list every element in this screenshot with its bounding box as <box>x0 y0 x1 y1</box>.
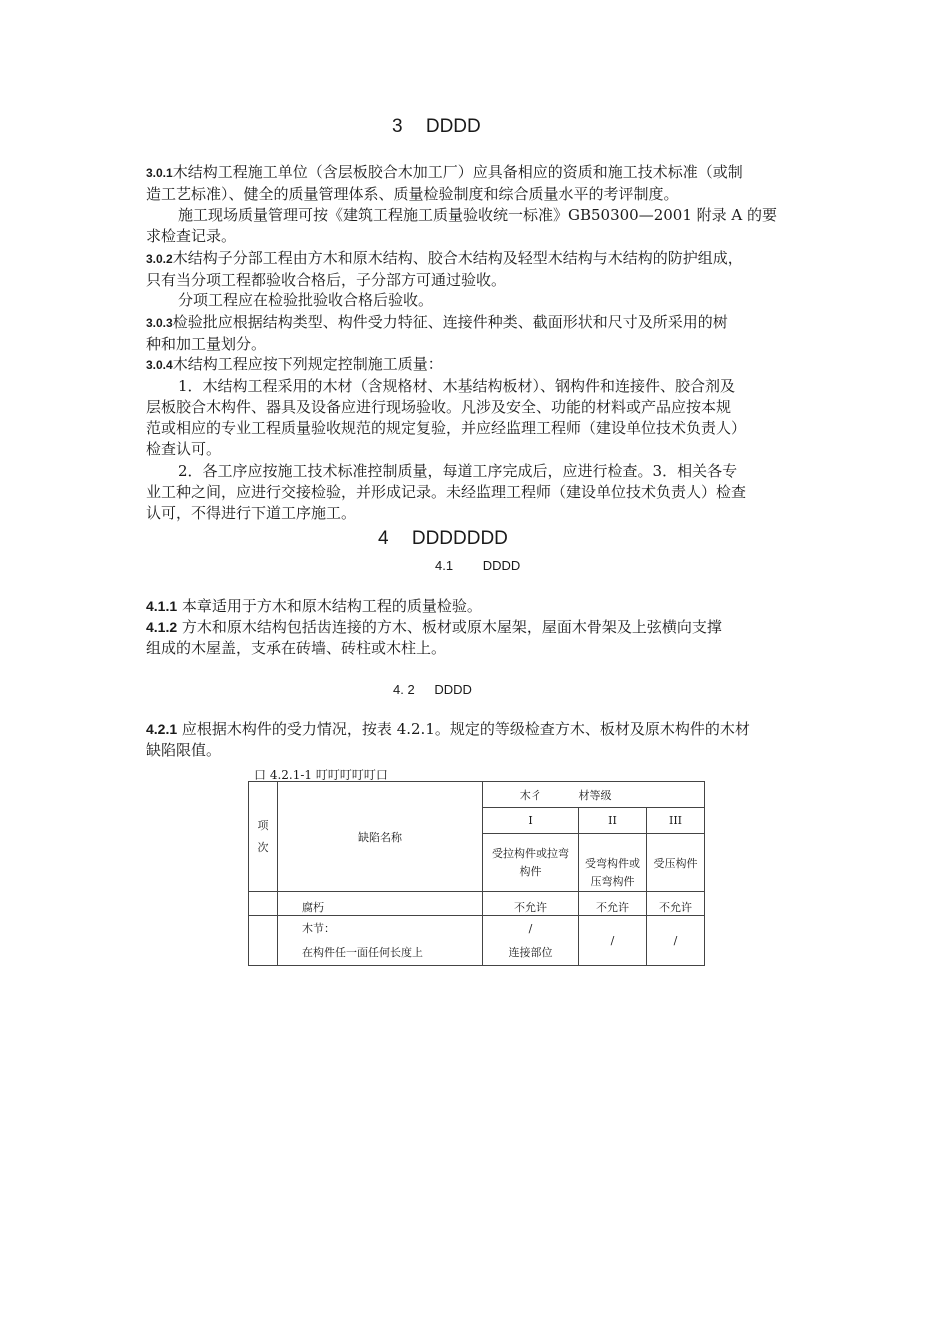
defect-name-line: 在构件任一面任何长度上 <box>302 945 423 959</box>
paragraph-line: 分项工程应在检验批验收合格后验收。 <box>178 291 434 309</box>
clause-4-2-1 <box>146 719 750 761</box>
section-4-1-heading <box>435 558 520 573</box>
value-line: / <box>528 921 533 935</box>
paragraph-3-0-1-b <box>146 205 777 247</box>
clause-line: 方木和原木结构包括齿连接的方木、板材或原木屋架，屋面木骨架及上弦横向支撑 <box>181 618 722 636</box>
value-line: 连接部位 <box>508 945 553 959</box>
row-value-3: / <box>647 916 705 966</box>
row-defect-name <box>278 916 483 966</box>
defect-limits-table <box>248 781 705 966</box>
header-index: 项 次 <box>249 782 278 892</box>
row-value-3: 不允许 <box>647 892 705 916</box>
clause-number: 4.1.1 <box>146 598 178 614</box>
clause-line: 检验批应根据结构类型、构件受力特征、连接件种类、截面形状和尺寸及所采用的树 <box>172 313 728 331</box>
clause-number: 4.1.2 <box>146 619 178 635</box>
row-value-2: 不允许 <box>579 892 647 916</box>
item-line: 检查认可。 <box>146 440 222 458</box>
type-3: 受压构件 <box>647 834 705 892</box>
clause-line: 只有当分项工程都验收合格后，子分部方可通过验收。 <box>146 271 507 289</box>
section-number: 4. 2 <box>393 682 415 697</box>
clause-line: 木结构工程施工单位（含层板胶合木加工厂）应具备相应的资质和施工技术标准（或制 <box>172 163 743 181</box>
clause-number: 3.0.1 <box>146 166 173 180</box>
header-defect-name: 缺陷名称 <box>278 782 483 892</box>
chapter-4-heading <box>378 528 508 550</box>
type-2: 受弯构件或压弯构件 <box>579 834 647 892</box>
row-value-2: / <box>579 916 647 966</box>
list-item-2 <box>146 461 746 524</box>
clause-3-0-2 <box>146 248 743 291</box>
list-item-1 <box>146 376 746 460</box>
paragraph-line: 求检查记录。 <box>146 227 237 245</box>
clause-3-0-3 <box>146 312 728 355</box>
clause-4-1-2 <box>146 617 722 659</box>
clause-line: 造工艺标准）、健全的质量管理体系、质量检验制度和综合质量水平的考评制度。 <box>146 185 679 203</box>
defect-name-line: 木节： <box>302 921 335 935</box>
header-grade-b: 材等级 <box>579 782 705 808</box>
clause-3-0-4 <box>146 354 443 376</box>
chapter-title: DDDD <box>425 116 481 137</box>
chapter-title: DDDDDDD <box>411 528 508 549</box>
clause-line: 应根据木构件的受力情况，按表 4.2.1。规定的等级检查方木、板材及原木构件的木材 <box>181 720 750 738</box>
clause-number: 3.0.2 <box>146 252 173 266</box>
item-line: 业工种之间，应进行交接检验，并形成记录。未经监理工程师（建设单位技术负责人）检查 <box>146 483 747 501</box>
clause-line: 种和加工量划分。 <box>146 335 267 353</box>
chapter-number: 3 <box>392 116 403 137</box>
chapter-3-heading <box>392 116 481 138</box>
row-value-1 <box>483 916 579 966</box>
clause-line: 木结构子分部工程由方木和原木结构、胶合木结构及轻型木结构与木结构的防护组成， <box>172 249 743 267</box>
item-line: 层板胶合木构件、器具及设备应进行现场验收。凡涉及安全、功能的材料或产品应按本规 <box>146 398 732 416</box>
table-caption: 口 4.2.1-1 叮叮叮叮叮口 <box>254 768 388 782</box>
chapter-number: 4 <box>378 528 389 549</box>
clause-line: 缺陷限值。 <box>146 741 222 759</box>
grade-3: III <box>647 808 705 834</box>
item-line: 2．各工序应按施工技术标准控制质量，每道工序完成后，应进行检查。3．相关各专 <box>178 462 738 480</box>
item-line: 范或相应的专业工程质量验收规范的规定复验，并应经监理工程师（建设单位技术负责人） <box>146 419 747 437</box>
clause-4-1-1 <box>146 596 482 617</box>
row-index <box>249 892 278 916</box>
grade-2: II <box>579 808 647 834</box>
type-1: 受拉构件或拉弯构件 <box>483 834 579 892</box>
clause-3-0-1 <box>146 162 743 205</box>
grade-1: I <box>483 808 579 834</box>
section-title: DDDD <box>434 682 472 697</box>
section-title: DDDD <box>482 558 521 573</box>
paragraph-3-0-2-b <box>178 290 433 311</box>
item-line: 认可，不得进行下道工序施工。 <box>146 504 357 522</box>
paragraph-line: 施工现场质量管理可按《建筑工程施工质量验收统一标准》GB50300—2001 附录 A 的要 <box>178 206 778 224</box>
clause-number: 3.0.3 <box>146 316 173 330</box>
clause-line: 木结构工程应按下列规定控制施工质量： <box>172 355 443 373</box>
clause-line: 组成的木屋盖，支承在砖墙、砖柱或木柱上。 <box>146 639 447 657</box>
section-4-2-heading <box>393 682 472 697</box>
clause-line: 本章适用于方木和原木结构工程的质量检验。 <box>181 597 482 615</box>
header-grade-a: 木彳 <box>483 782 579 808</box>
clause-number: 4.2.1 <box>146 721 178 737</box>
item-line: 1．木结构工程采用的木材（含规格材、木基结构板材）、钢构件和连接件、胶合剂及 <box>178 377 736 395</box>
row-value-1: 不允许 <box>483 892 579 916</box>
clause-number: 3.0.4 <box>146 358 173 372</box>
row-index <box>249 916 278 966</box>
row-defect-name: 腐朽 <box>278 892 483 916</box>
section-number: 4.1 <box>435 558 454 573</box>
